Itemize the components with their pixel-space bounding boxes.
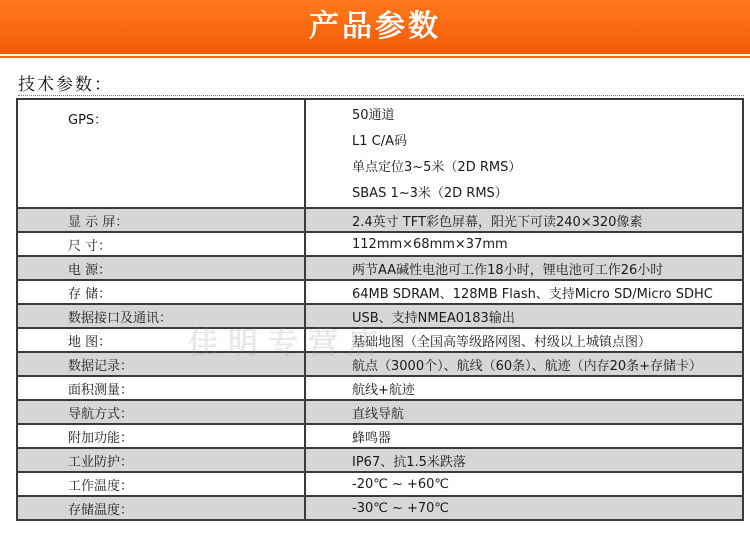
spec-value: 蜂鸣器: [305, 424, 743, 448]
spec-row: [17, 304, 743, 328]
spec-row-gps: [17, 99, 743, 208]
spec-value: USB、支持NMEA0183输出: [305, 304, 743, 328]
spec-label: 数据记录：: [17, 352, 305, 376]
spec-label: 存 储：: [17, 280, 305, 304]
spec-label: 显 示 屏：: [17, 208, 305, 232]
gps-line: L1 C/A码: [352, 134, 407, 149]
spec-table: [16, 98, 744, 521]
spec-value: 航线+航迹: [305, 376, 743, 400]
spec-label: 面积测量：: [17, 376, 305, 400]
spec-value: 航点（3000个）、航线（60条）、航迹（内存20条+存储卡）: [305, 352, 743, 376]
spec-value: -30℃ ~ +70℃: [305, 496, 743, 520]
spec-label: 附加功能：: [17, 424, 305, 448]
spec-label: 数据接口及通讯：: [17, 304, 305, 328]
spec-label: 工业防护：: [17, 448, 305, 472]
gps-line: SBAS 1~3米（2D RMS）: [352, 186, 508, 201]
spec-value: [305, 99, 743, 208]
spec-label: 导航方式：: [17, 400, 305, 424]
spec-label: 工作温度：: [17, 472, 305, 496]
spec-label: 地 图：: [17, 328, 305, 352]
spec-row: [17, 256, 743, 280]
spec-row: [17, 472, 743, 496]
spec-row: [17, 448, 743, 472]
section-heading: 技术参数：: [18, 75, 113, 95]
spec-value: -20℃ ~ +60℃: [305, 472, 743, 496]
spec-value: 直线导航: [305, 400, 743, 424]
spec-value: 两节AA碱性电池可工作18小时，锂电池可工作26小时: [305, 256, 743, 280]
spec-row: [17, 376, 743, 400]
spec-row: [17, 232, 743, 256]
spec-value: 64MB SDRAM、128MB Flash、支持Micro SD/Micro SDHC: [305, 280, 743, 304]
section-divider: [18, 95, 744, 96]
spec-row: [17, 352, 743, 376]
spec-value: 112mm×68mm×37mm: [305, 232, 743, 256]
spec-value: 2.4英寸 TFT彩色屏幕，阳光下可读240×320像素: [305, 208, 743, 232]
spec-label: 电 源：: [17, 256, 305, 280]
gps-line: 单点定位3~5米（2D RMS）: [352, 160, 522, 175]
page-title: 产品参数: [309, 9, 441, 44]
spec-label: GPS：: [17, 99, 305, 208]
spec-label: 尺 寸：: [17, 232, 305, 256]
banner-underline: [0, 56, 750, 58]
store-watermark: 佳明专营店: [188, 326, 388, 361]
spec-row: [17, 328, 743, 352]
gps-line: 50通道: [352, 108, 395, 123]
spec-value: IP67、抗1.5米跌落: [305, 448, 743, 472]
spec-row: [17, 400, 743, 424]
spec-value: 基础地图（全国高等级路网图、村级以上城镇点图）: [305, 328, 743, 352]
spec-row: [17, 424, 743, 448]
spec-label: 存储温度：: [17, 496, 305, 520]
spec-row: [17, 496, 743, 520]
spec-row: [17, 208, 743, 232]
spec-row: [17, 280, 743, 304]
